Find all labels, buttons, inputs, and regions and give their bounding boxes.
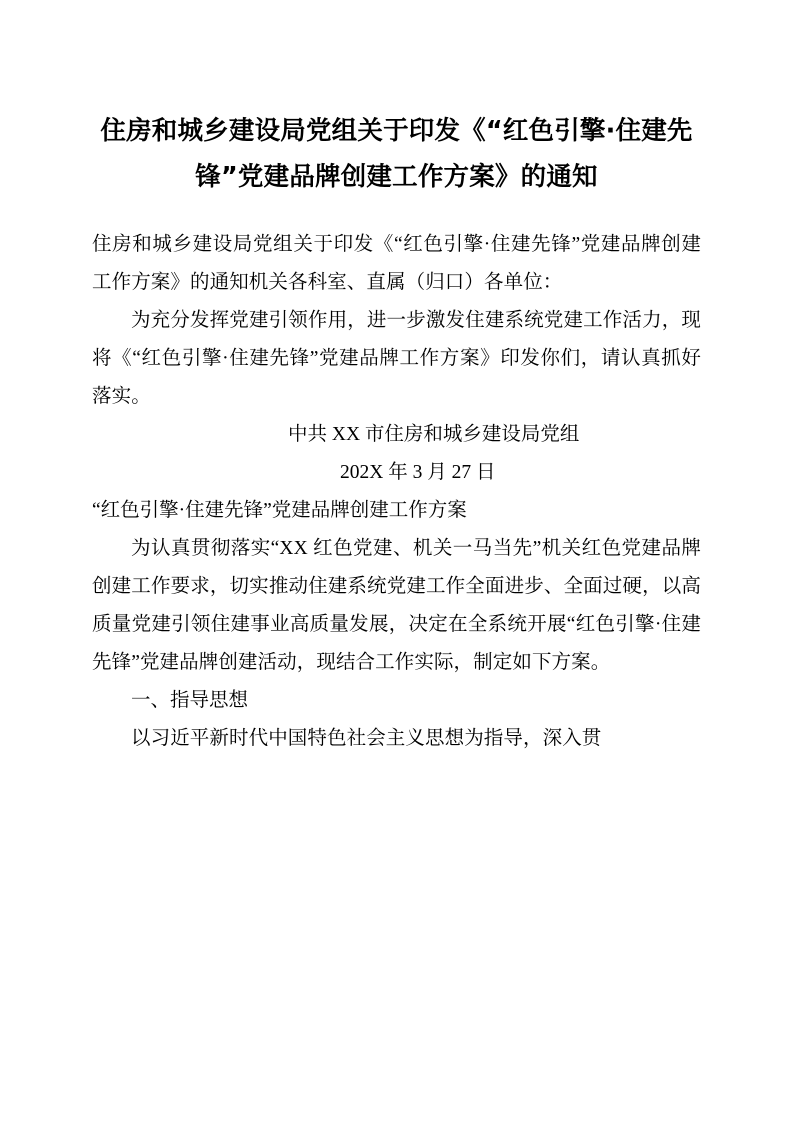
plan-title: “红色引擎·住建先锋”党建品牌创建工作方案 (92, 500, 467, 521)
paragraph-plan-intro: 为认真贯彻落实“XX 红色党建、机关一马当先”机关红色党建品牌创建工作要求，切实推动住建系统党建工作全面进步、全面过硬，以高质量党建引领住建事业高质量发展，决定在全系统开展“红色引擎·住建先锋”党建品牌创建活动，现结合工作实际，制定如下方案。 (92, 538, 701, 673)
paragraph-purpose: 为充分发挥党建引领作用，进一步激发住建系统党建工作活力，现将《“红色引擎·住建先锋”党建品牌工作方案》印发你们，请认真抓好落实。 (92, 310, 701, 407)
paragraph-intro: 住房和城乡建设局党组关于印发《“红色引擎·住建先锋”党建品牌创建工作方案》的通知机关各科室、直属（归口）各单位： (92, 234, 701, 293)
paragraph-section-one-body: 以习近平新时代中国特色社会主义思想为指导，深入贯 (131, 728, 602, 749)
date-line: 202X 年 3 月 27 日 (340, 462, 496, 483)
signature-line: 中共 XX 市住房和城乡建设局党组 (288, 424, 580, 445)
section-heading-one: 一、指导思想 (131, 690, 249, 711)
page-title: 住房和城乡建设局党组关于印发《“红色引擎·住建先锋”党建品牌创建工作方案》的通知 (100, 116, 693, 192)
